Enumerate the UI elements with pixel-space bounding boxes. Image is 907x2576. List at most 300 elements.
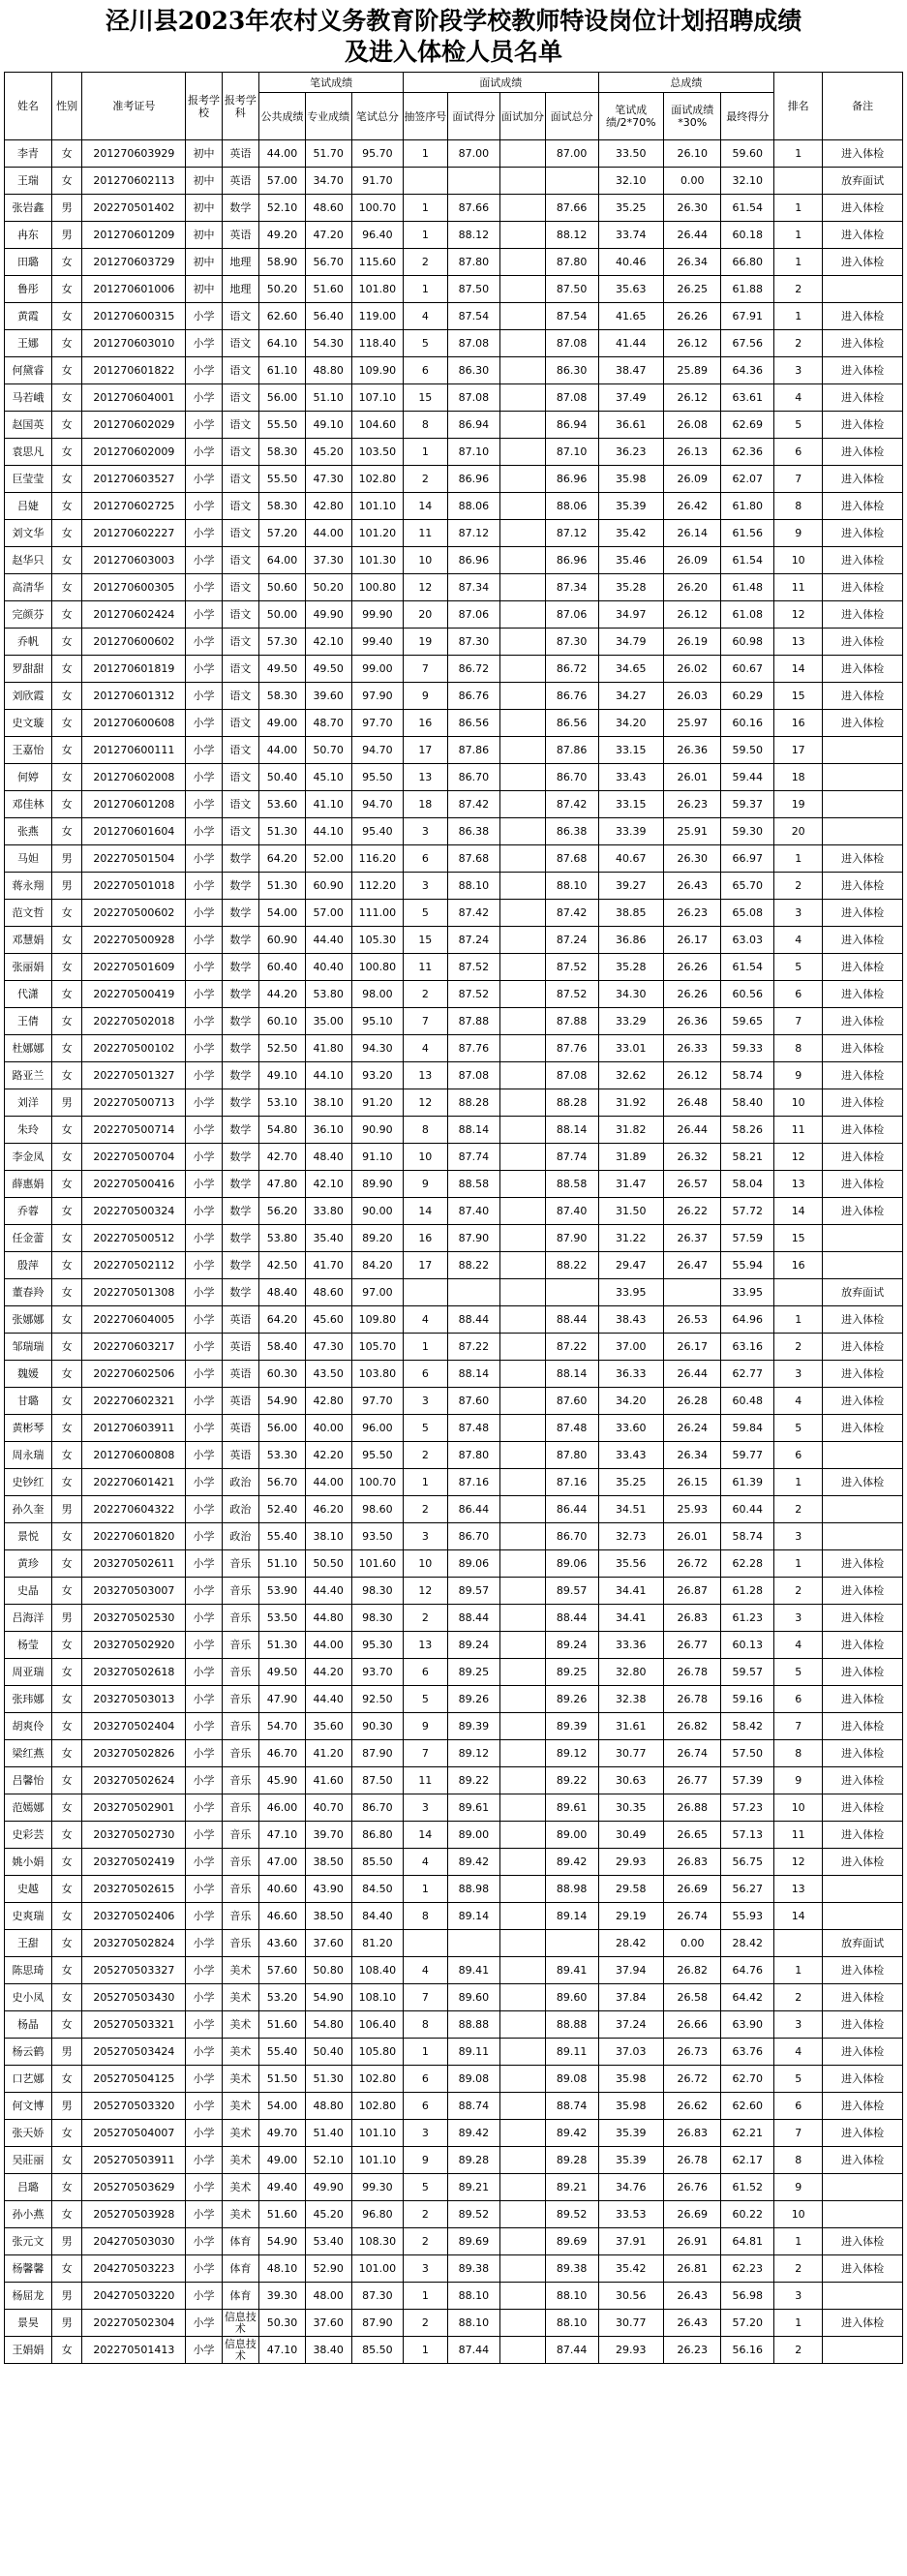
cell-public-score: 64.10: [259, 330, 306, 357]
cell-final-score: 60.56: [721, 981, 774, 1008]
cell-final-score: 64.81: [721, 2228, 774, 2255]
cell-written-weighted: 34.76: [598, 2174, 664, 2201]
cell-written-sum: 95.50: [351, 1442, 404, 1469]
cell-lot-no: 14: [404, 493, 447, 520]
cell-remark: 进入体检: [823, 1361, 903, 1388]
cell-subject: 音乐: [222, 1550, 258, 1578]
cell-prof-score: 41.70: [305, 1252, 351, 1279]
cell-exam-no: 201270602009: [82, 439, 186, 466]
cell-subject: 英语: [222, 1334, 258, 1361]
cell-prof-score: 54.90: [305, 1984, 351, 2011]
cell-interview-score: 87.10: [447, 439, 500, 466]
table-row: [5, 1849, 903, 1876]
cell-interview-score: 86.72: [447, 656, 500, 683]
cell-gender: 女: [51, 1144, 81, 1171]
cell-public-score: 43.60: [259, 1930, 306, 1957]
cell-final-score: 59.65: [721, 1008, 774, 1035]
cell-subject: 政治: [222, 1523, 258, 1550]
cell-school: 小学: [186, 2147, 222, 2174]
cell-exam-no: 202270604322: [82, 1496, 186, 1523]
cell-written-sum: 81.20: [351, 1930, 404, 1957]
cell-written-sum: 102.80: [351, 2066, 404, 2093]
cell-interview-score: 87.30: [447, 629, 500, 656]
cell-public-score: 44.20: [259, 981, 306, 1008]
cell-written-sum: 97.70: [351, 1388, 404, 1415]
cell-public-score: 54.00: [259, 900, 306, 927]
cell-subject: 音乐: [222, 1903, 258, 1930]
table-row: [5, 737, 903, 764]
cell-final-score: 65.08: [721, 900, 774, 927]
cell-final-score: 65.70: [721, 873, 774, 900]
cell-public-score: 46.70: [259, 1740, 306, 1767]
cell-written-sum: 95.50: [351, 764, 404, 791]
cell-gender: 女: [51, 1930, 81, 1957]
cell-written-weighted: 31.47: [598, 1171, 664, 1198]
cell-written-sum: 105.80: [351, 2039, 404, 2066]
cell-remark: 进入体检: [823, 1767, 903, 1794]
cell-interview-weighted: 26.02: [664, 656, 721, 683]
cell-rank: 6: [774, 2093, 823, 2120]
table-row: [5, 1767, 903, 1794]
cell-rank: 11: [774, 1822, 823, 1849]
cell-remark: [823, 1523, 903, 1550]
cell-written-sum: 100.70: [351, 1469, 404, 1496]
cell-subject: 数学: [222, 1252, 258, 1279]
cell-remark: 进入体检: [823, 249, 903, 276]
table-row: [5, 1225, 903, 1252]
cell-gender: 男: [51, 2093, 81, 2120]
cell-prof-score: 36.10: [305, 1117, 351, 1144]
cell-remark: 进入体检: [823, 656, 903, 683]
cell-gender: 女: [51, 466, 81, 493]
cell-interview-sum: 87.08: [545, 384, 598, 412]
cell-subject: 美术: [222, 2011, 258, 2039]
cell-exam-no: 205270503321: [82, 2011, 186, 2039]
table-row: [5, 1550, 903, 1578]
cell-rank: 4: [774, 2039, 823, 2066]
cell-interview-bonus: [500, 818, 546, 845]
cell-prof-score: 37.60: [305, 2310, 351, 2337]
cell-name: 杨云鹤: [5, 2039, 52, 2066]
cell-school: 小学: [186, 710, 222, 737]
cell-public-score: 54.70: [259, 1713, 306, 1740]
cell-school: 小学: [186, 2039, 222, 2066]
cell-subject: 语文: [222, 439, 258, 466]
cell-written-weighted: 35.25: [598, 195, 664, 222]
cell-interview-bonus: [500, 1930, 546, 1957]
cell-gender: 女: [51, 547, 81, 574]
cell-gender: 男: [51, 195, 81, 222]
cell-lot-no: 4: [404, 303, 447, 330]
table-row: [5, 710, 903, 737]
cell-lot-no: 9: [404, 1713, 447, 1740]
cell-exam-no: 201270601209: [82, 222, 186, 249]
cell-written-weighted: 30.77: [598, 1740, 664, 1767]
cell-interview-score: 87.44: [447, 2337, 500, 2364]
cell-interview-bonus: [500, 710, 546, 737]
cell-interview-bonus: [500, 1089, 546, 1117]
table-row: [5, 791, 903, 818]
cell-gender: 女: [51, 2201, 81, 2228]
cell-interview-bonus: [500, 2039, 546, 2066]
cell-written-sum: 118.40: [351, 330, 404, 357]
cell-public-score: 48.40: [259, 1279, 306, 1306]
cell-prof-score: 45.20: [305, 439, 351, 466]
cell-interview-bonus: [500, 1496, 546, 1523]
cell-public-score: 49.00: [259, 710, 306, 737]
header-name: 姓名: [5, 73, 52, 140]
cell-interview-weighted: 26.28: [664, 1388, 721, 1415]
cell-prof-score: 33.80: [305, 1198, 351, 1225]
cell-name: 甘璐: [5, 1388, 52, 1415]
cell-rank: 1: [774, 2228, 823, 2255]
cell-interview-sum: 89.41: [545, 1957, 598, 1984]
cell-subject: 音乐: [222, 1578, 258, 1605]
cell-school: 小学: [186, 1957, 222, 1984]
cell-exam-no: 203270502419: [82, 1849, 186, 1876]
cell-prof-score: 43.50: [305, 1361, 351, 1388]
cell-lot-no: [404, 1930, 447, 1957]
cell-interview-score: 87.06: [447, 601, 500, 629]
cell-lot-no: 8: [404, 2011, 447, 2039]
cell-subject: 语文: [222, 330, 258, 357]
cell-remark: [823, 2337, 903, 2364]
cell-interview-bonus: [500, 1578, 546, 1605]
cell-interview-bonus: [500, 1550, 546, 1578]
cell-prof-score: 43.90: [305, 1876, 351, 1903]
cell-written-weighted: 38.85: [598, 900, 664, 927]
cell-remark: 进入体检: [823, 1822, 903, 1849]
cell-name: 刘洋: [5, 1089, 52, 1117]
cell-interview-score: 89.41: [447, 1957, 500, 1984]
cell-school: 小学: [186, 1035, 222, 1062]
cell-prof-score: 40.70: [305, 1794, 351, 1822]
cell-rank: 12: [774, 601, 823, 629]
cell-remark: 进入体检: [823, 1957, 903, 1984]
cell-gender: 女: [51, 249, 81, 276]
cell-lot-no: 15: [404, 384, 447, 412]
cell-interview-sum: 88.12: [545, 222, 598, 249]
cell-interview-score: 87.74: [447, 1144, 500, 1171]
cell-interview-sum: 87.42: [545, 791, 598, 818]
cell-prof-score: 48.60: [305, 1279, 351, 1306]
cell-interview-weighted: 26.72: [664, 1550, 721, 1578]
header-written-sum: 笔试总分: [351, 93, 404, 140]
cell-gender: 女: [51, 1117, 81, 1144]
cell-name: 杨晶: [5, 2011, 52, 2039]
cell-exam-no: 201270604001: [82, 384, 186, 412]
cell-lot-no: 5: [404, 1686, 447, 1713]
table-row: [5, 2011, 903, 2039]
cell-subject: 语文: [222, 683, 258, 710]
cell-exam-no: 205270503911: [82, 2147, 186, 2174]
table-row: [5, 168, 903, 195]
cell-rank: 1: [774, 1550, 823, 1578]
cell-lot-no: 2: [404, 2201, 447, 2228]
cell-gender: 女: [51, 1849, 81, 1876]
cell-school: 小学: [186, 601, 222, 629]
cell-gender: 女: [51, 1035, 81, 1062]
cell-public-score: 53.90: [259, 1578, 306, 1605]
cell-name: 赵国英: [5, 412, 52, 439]
cell-exam-no: 201270601819: [82, 656, 186, 683]
cell-gender: 男: [51, 1089, 81, 1117]
cell-final-score: 63.61: [721, 384, 774, 412]
cell-rank: 14: [774, 1198, 823, 1225]
cell-interview-score: 88.88: [447, 2011, 500, 2039]
cell-written-sum: 97.90: [351, 683, 404, 710]
cell-rank: 1: [774, 845, 823, 873]
cell-written-sum: 99.30: [351, 2174, 404, 2201]
cell-interview-bonus: [500, 330, 546, 357]
cell-exam-no: 203270502530: [82, 1605, 186, 1632]
cell-interview-sum: 89.08: [545, 2066, 598, 2093]
cell-remark: 进入体检: [823, 357, 903, 384]
cell-public-score: 58.90: [259, 249, 306, 276]
cell-remark: [823, 791, 903, 818]
cell-remark: [823, 2201, 903, 2228]
cell-interview-weighted: 26.01: [664, 764, 721, 791]
cell-subject: 语文: [222, 764, 258, 791]
cell-school: 小学: [186, 1062, 222, 1089]
cell-interview-score: 87.12: [447, 520, 500, 547]
cell-prof-score: 46.20: [305, 1496, 351, 1523]
cell-interview-bonus: [500, 303, 546, 330]
cell-name: 刘欣霞: [5, 683, 52, 710]
cell-written-weighted: 41.65: [598, 303, 664, 330]
cell-public-score: 64.00: [259, 547, 306, 574]
cell-school: 小学: [186, 1279, 222, 1306]
cell-public-score: 60.90: [259, 927, 306, 954]
cell-gender: 女: [51, 1279, 81, 1306]
cell-interview-weighted: 26.83: [664, 2120, 721, 2147]
cell-subject: 音乐: [222, 1632, 258, 1659]
cell-written-sum: 101.10: [351, 493, 404, 520]
cell-exam-no: 201270600608: [82, 710, 186, 737]
cell-school: 小学: [186, 2337, 222, 2364]
cell-name: 张玮娜: [5, 1686, 52, 1713]
cell-prof-score: 54.30: [305, 330, 351, 357]
cell-gender: 女: [51, 1225, 81, 1252]
cell-school: 小学: [186, 791, 222, 818]
cell-gender: 女: [51, 710, 81, 737]
cell-interview-score: 89.25: [447, 1659, 500, 1686]
cell-school: 初中: [186, 222, 222, 249]
cell-prof-score: 49.90: [305, 2174, 351, 2201]
cell-interview-sum: 87.86: [545, 737, 598, 764]
cell-interview-sum: 88.28: [545, 1089, 598, 1117]
cell-interview-bonus: [500, 1984, 546, 2011]
cell-interview-sum: 87.80: [545, 249, 598, 276]
cell-rank: 12: [774, 1144, 823, 1171]
cell-exam-no: 202270501609: [82, 954, 186, 981]
cell-name: 范文哲: [5, 900, 52, 927]
cell-interview-score: 88.14: [447, 1361, 500, 1388]
cell-subject: 数学: [222, 1008, 258, 1035]
cell-remark: [823, 1496, 903, 1523]
cell-lot-no: 2: [404, 466, 447, 493]
cell-interview-bonus: [500, 520, 546, 547]
cell-exam-no: 202270500512: [82, 1225, 186, 1252]
cell-name: 史晶: [5, 1578, 52, 1605]
cell-interview-weighted: 26.81: [664, 2255, 721, 2283]
cell-interview-score: 87.52: [447, 981, 500, 1008]
cell-exam-no: 205270503629: [82, 2174, 186, 2201]
cell-subject: 数学: [222, 1225, 258, 1252]
cell-prof-score: 44.80: [305, 1605, 351, 1632]
cell-remark: [823, 1442, 903, 1469]
cell-school: 小学: [186, 900, 222, 927]
cell-subject: 语文: [222, 520, 258, 547]
cell-interview-sum: 89.25: [545, 1659, 598, 1686]
cell-exam-no: 204270503223: [82, 2255, 186, 2283]
cell-rank: 19: [774, 791, 823, 818]
cell-remark: 进入体检: [823, 1008, 903, 1035]
cell-public-score: 42.50: [259, 1252, 306, 1279]
cell-prof-score: 51.10: [305, 384, 351, 412]
cell-exam-no: 202270501327: [82, 1062, 186, 1089]
cell-interview-bonus: [500, 656, 546, 683]
cell-interview-weighted: 26.37: [664, 1225, 721, 1252]
cell-written-weighted: 37.94: [598, 1957, 664, 1984]
cell-final-score: 61.56: [721, 520, 774, 547]
cell-written-sum: 87.50: [351, 1767, 404, 1794]
cell-interview-sum: 89.61: [545, 1794, 598, 1822]
table-row: [5, 1035, 903, 1062]
cell-final-score: 64.36: [721, 357, 774, 384]
table-row: [5, 1876, 903, 1903]
cell-interview-score: 89.38: [447, 2255, 500, 2283]
cell-gender: 女: [51, 954, 81, 981]
cell-public-score: 55.50: [259, 466, 306, 493]
cell-school: 小学: [186, 1740, 222, 1767]
cell-interview-sum: 89.38: [545, 2255, 598, 2283]
cell-interview-sum: 86.76: [545, 683, 598, 710]
cell-prof-score: 44.00: [305, 1632, 351, 1659]
cell-interview-score: 88.10: [447, 873, 500, 900]
cell-gender: 女: [51, 1306, 81, 1334]
cell-prof-score: 50.80: [305, 1957, 351, 1984]
cell-remark: 进入体检: [823, 1550, 903, 1578]
cell-public-score: 56.20: [259, 1198, 306, 1225]
cell-remark: 进入体检: [823, 710, 903, 737]
cell-subject: 音乐: [222, 1767, 258, 1794]
cell-exam-no: 203270502826: [82, 1740, 186, 1767]
cell-interview-bonus: [500, 1442, 546, 1469]
cell-gender: 女: [51, 981, 81, 1008]
cell-interview-score: 88.10: [447, 2310, 500, 2337]
cell-interview-sum: 87.06: [545, 601, 598, 629]
cell-interview-bonus: [500, 1198, 546, 1225]
cell-written-weighted: 32.80: [598, 1659, 664, 1686]
cell-written-sum: 90.00: [351, 1198, 404, 1225]
cell-final-score: 59.60: [721, 140, 774, 168]
cell-final-score: 59.57: [721, 1659, 774, 1686]
cell-rank: 9: [774, 1062, 823, 1089]
cell-interview-sum: 89.11: [545, 2039, 598, 2066]
cell-interview-sum: 89.24: [545, 1632, 598, 1659]
cell-final-score: 64.76: [721, 1957, 774, 1984]
table-row: [5, 276, 903, 303]
cell-written-sum: 100.80: [351, 954, 404, 981]
cell-school: 小学: [186, 466, 222, 493]
cell-final-score: 57.59: [721, 1225, 774, 1252]
cell-name: 殷萍: [5, 1252, 52, 1279]
cell-interview-sum: [545, 1930, 598, 1957]
cell-public-score: 48.10: [259, 2255, 306, 2283]
cell-name: 薛惠娟: [5, 1171, 52, 1198]
cell-lot-no: 7: [404, 1740, 447, 1767]
cell-interview-score: 88.06: [447, 493, 500, 520]
table-row: [5, 873, 903, 900]
table-row: [5, 140, 903, 168]
cell-school: 小学: [186, 547, 222, 574]
table-row: [5, 1578, 903, 1605]
cell-prof-score: 48.60: [305, 195, 351, 222]
cell-name: 刘文华: [5, 520, 52, 547]
cell-remark: 进入体检: [823, 900, 903, 927]
cell-name: 巨莹莹: [5, 466, 52, 493]
cell-final-score: 63.16: [721, 1334, 774, 1361]
cell-lot-no: 1: [404, 439, 447, 466]
cell-interview-weighted: 26.69: [664, 1876, 721, 1903]
header-remark: 备注: [823, 73, 903, 140]
cell-rank: 11: [774, 1117, 823, 1144]
cell-interview-score: 87.42: [447, 791, 500, 818]
cell-public-score: 49.10: [259, 1062, 306, 1089]
cell-school: 小学: [186, 927, 222, 954]
cell-remark: 进入体检: [823, 1740, 903, 1767]
cell-school: 小学: [186, 1415, 222, 1442]
cell-interview-bonus: [500, 1767, 546, 1794]
cell-rank: 6: [774, 981, 823, 1008]
cell-lot-no: 4: [404, 1849, 447, 1876]
cell-gender: 女: [51, 2174, 81, 2201]
table-row: [5, 547, 903, 574]
cell-exam-no: 203270502618: [82, 1659, 186, 1686]
cell-prof-score: 37.60: [305, 1930, 351, 1957]
table-row: [5, 439, 903, 466]
cell-prof-score: 48.40: [305, 1144, 351, 1171]
cell-interview-weighted: 26.15: [664, 1469, 721, 1496]
cell-subject: 数学: [222, 873, 258, 900]
cell-exam-no: 202270501018: [82, 873, 186, 900]
cell-interview-sum: 88.14: [545, 1361, 598, 1388]
cell-written-weighted: 35.42: [598, 2255, 664, 2283]
cell-school: 小学: [186, 1794, 222, 1822]
cell-rank: 2: [774, 1578, 823, 1605]
cell-written-weighted: 33.60: [598, 1415, 664, 1442]
cell-interview-bonus: [500, 791, 546, 818]
cell-remark: 进入体检: [823, 384, 903, 412]
cell-final-score: 66.80: [721, 249, 774, 276]
cell-interview-sum: 87.52: [545, 954, 598, 981]
table-row: [5, 818, 903, 845]
cell-interview-bonus: [500, 140, 546, 168]
cell-interview-score: 89.24: [447, 1632, 500, 1659]
cell-gender: 女: [51, 1794, 81, 1822]
cell-interview-weighted: 26.24: [664, 1415, 721, 1442]
cell-name: 马若峨: [5, 384, 52, 412]
cell-written-weighted: 34.30: [598, 981, 664, 1008]
header-interview-group: 面试成绩: [404, 73, 598, 93]
cell-lot-no: 7: [404, 1984, 447, 2011]
cell-lot-no: 3: [404, 2255, 447, 2283]
cell-public-score: 56.00: [259, 1415, 306, 1442]
cell-interview-score: 86.56: [447, 710, 500, 737]
cell-interview-sum: 88.58: [545, 1171, 598, 1198]
cell-school: 小学: [186, 1469, 222, 1496]
